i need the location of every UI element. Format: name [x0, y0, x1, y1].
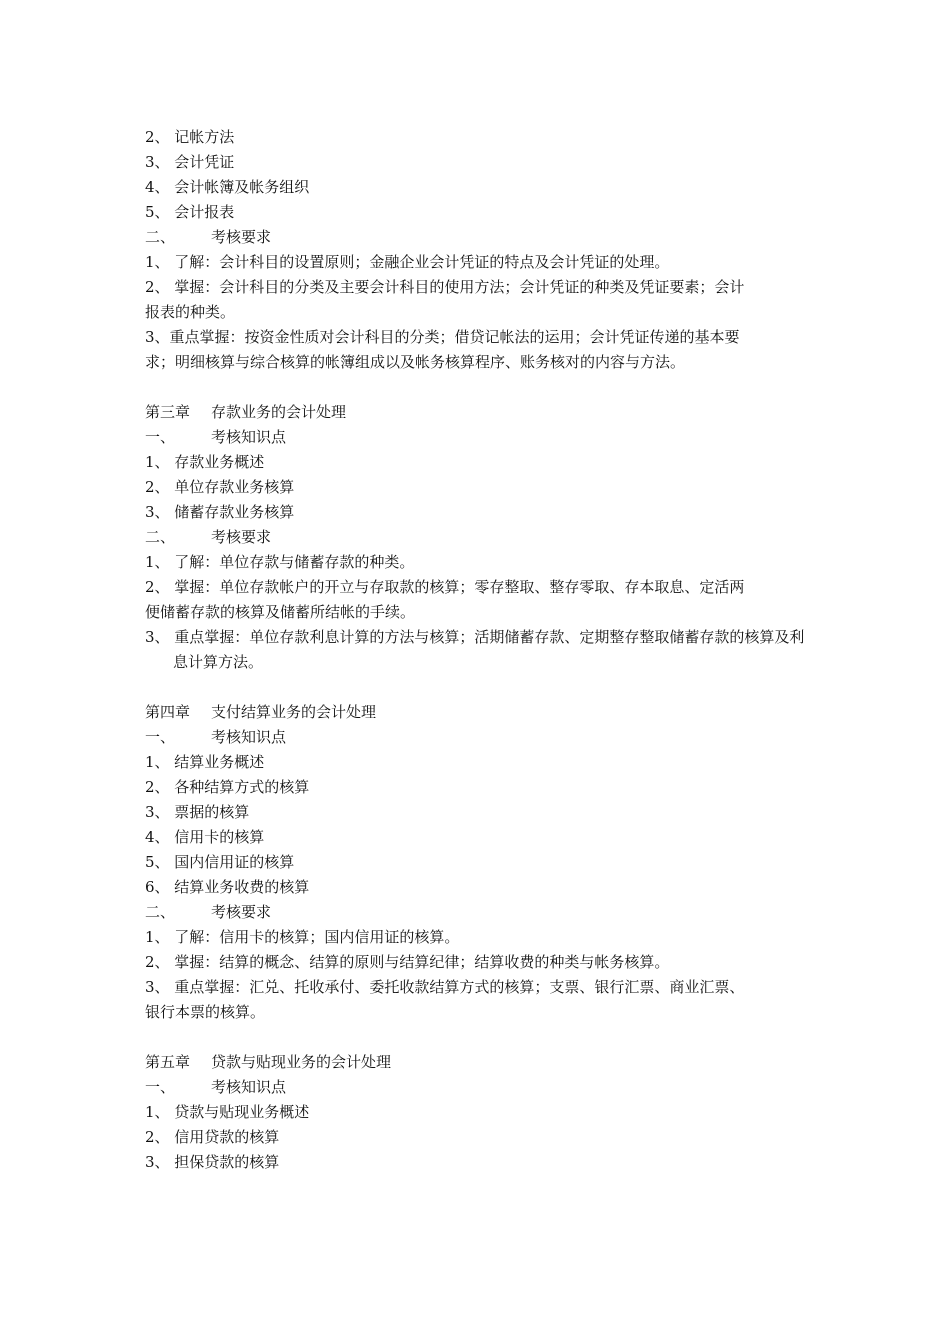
- list-item: 3、 重点掌握：单位存款利息计算的方法与核算；活期储蓄存款、定期整存整取储蓄存款的核算及利息计算方法。: [145, 628, 805, 671]
- list-item: 1、 了解：信用卡的核算；国内信用证的核算。: [145, 928, 460, 946]
- document-page: [145, 125, 815, 1175]
- list-item: 3、 票据的核算: [145, 803, 250, 821]
- spacer: [145, 375, 815, 400]
- list-item: 3、 会计凭证: [145, 153, 235, 171]
- spacer: [145, 675, 815, 700]
- list-item-continuation: 报表的种类。: [145, 303, 236, 321]
- list-item: 2、 单位存款业务核算: [145, 478, 295, 496]
- list-item-continuation: 便储蓄存款的核算及储蓄所结帐的手续。: [145, 603, 416, 621]
- list-item: 4、 会计帐簿及帐务组织: [145, 178, 310, 196]
- list-item: 6、 结算业务收费的核算: [145, 878, 310, 896]
- list-item: 1、 贷款与贴现业务概述: [145, 1103, 310, 1121]
- list-item: 1、 了解：单位存款与储蓄存款的种类。: [145, 553, 415, 571]
- section-heading: 二、 考核要求: [145, 528, 272, 546]
- list-item: 2、 信用贷款的核算: [145, 1128, 280, 1146]
- list-item: 2、 掌握：单位存款帐户的开立与存取款的核算；零存整取、整存零取、存本取息、定活两: [145, 578, 745, 596]
- list-item: 5、 国内信用证的核算: [145, 853, 295, 871]
- section-heading: 一、 考核知识点: [145, 728, 287, 746]
- section-heading: 二、 考核要求: [145, 228, 272, 246]
- list-item: 3、 储蓄存款业务核算: [145, 503, 295, 521]
- list-item: 4、 信用卡的核算: [145, 828, 265, 846]
- chapter-title: 第三章 存款业务的会计处理: [145, 403, 347, 421]
- spacer: [145, 1025, 815, 1050]
- list-item: 2、 掌握：会计科目的分类及主要会计科目的使用方法；会计凭证的种类及凭证要素；会计: [145, 278, 745, 296]
- list-item: 2、 记帐方法: [145, 128, 235, 146]
- section-heading: 一、 考核知识点: [145, 1078, 287, 1096]
- list-item: 3、重点掌握：按资金性质对会计科目的分类；借贷记帐法的运用；会计凭证传递的基本要: [145, 328, 740, 346]
- list-item: 1、 存款业务概述: [145, 453, 265, 471]
- list-item-continuation: 求；明细核算与综合核算的帐簿组成以及帐务核算程序、账务核对的内容与方法。: [145, 353, 686, 371]
- list-item: 5、 会计报表: [145, 203, 235, 221]
- list-item: 3、 重点掌握：汇兑、托收承付、委托收款结算方式的核算；支票、银行汇票、商业汇票、: [145, 978, 745, 996]
- chapter-title: 第四章 支付结算业务的会计处理: [145, 703, 377, 721]
- list-item: 2、 各种结算方式的核算: [145, 778, 310, 796]
- list-item: 1、 结算业务概述: [145, 753, 265, 771]
- list-item: 3、 担保贷款的核算: [145, 1153, 280, 1171]
- list-item: 1、 了解：会计科目的设置原则；金融企业会计凭证的特点及会计凭证的处理。: [145, 253, 670, 271]
- chapter-title: 第五章 贷款与贴现业务的会计处理: [145, 1053, 392, 1071]
- list-item: 2、 掌握：结算的概念、结算的原则与结算纪律；结算收费的种类与帐务核算。: [145, 953, 670, 971]
- section-heading: 二、 考核要求: [145, 903, 272, 921]
- list-item-continuation: 银行本票的核算。: [145, 1003, 266, 1021]
- section-heading: 一、 考核知识点: [145, 428, 287, 446]
